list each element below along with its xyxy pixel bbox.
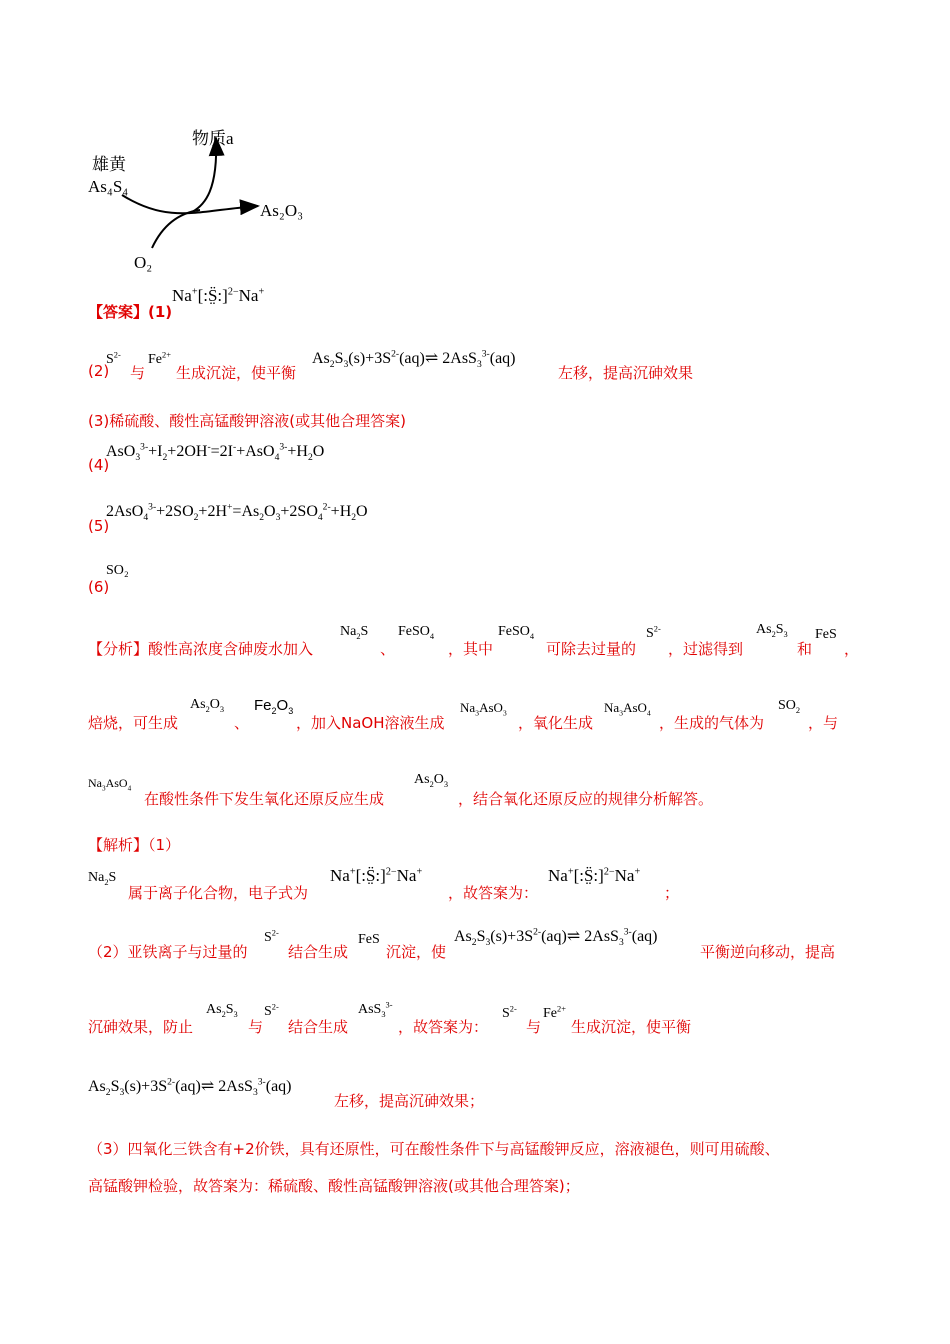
solution-s2d: 平衡逆向移动，提高 [700, 943, 836, 961]
answer-q5-num: (5) [88, 517, 110, 535]
solution-s2j: 生成沉淀，使平衡 [571, 1018, 692, 1036]
equilibrium-equation-3: $As_2S_3(s)+3S^{2-}(aq)\rightleftharpoons$ 2AsS$_3^{3-}$(aq) [88, 1076, 292, 1099]
na3aso4-formula-2: $Na_3AsO_4$ [88, 776, 132, 793]
label-realgar: 雄黄 [92, 155, 126, 174]
answer-q2-text1: 与 [130, 364, 146, 382]
solution-s2g: 结合生成 [288, 1018, 349, 1036]
analysis-t3: ，其中 [448, 640, 494, 658]
equation-q5: $2AsO_4^{3-}+2SO_2+2H^+=As_2O_3+2SO_4^{2-}+H_2O$ [106, 501, 368, 524]
analysis-t12: ，生成的气体为 [659, 714, 765, 732]
as2s3-formula-2: $As_2S_3$ [206, 1002, 238, 1019]
as2s3-formula-1: $As_2S_3$ [756, 622, 788, 639]
equilibrium-equation-1: $As_2S_3(s)+3S^{2-}(aq)\rightleftharpoons$ 2AsS$_3^{3-}$(aq) [312, 348, 516, 371]
analysis-t10: ，加入NaOH溶液生成 [296, 714, 445, 732]
label-as4s4: As₄S₄ [88, 177, 129, 196]
sulfide-ion-5: $S^{2-}$ [502, 1004, 517, 1021]
solution-s2a: （2）亚铁离子与过量的 [88, 943, 248, 961]
solution-s1a: 属于离子化合物，电子式为 [128, 884, 309, 902]
answer-q4-num: (4) [88, 456, 110, 474]
analysis-t7: ， [844, 640, 860, 658]
sulfide-ion-2: $S^{2-}$ [646, 624, 661, 641]
solution-s1c: ； [664, 884, 680, 902]
answer-q2-num: (2) [88, 362, 110, 380]
equilibrium-equation-2: $As_2S_3(s)+3S^{2-}(aq)\rightleftharpoons$ 2AsS$_3^{3-}$(aq) [454, 926, 658, 949]
arrow-to-substance-a [192, 138, 216, 212]
solution-s3a: （3）四氧化三铁含有+2价铁，具有还原性，可在酸性条件下与高锰酸钾反应，溶液褪色，则可用硫酸、 [88, 1140, 780, 1158]
so2-formula-1: $SO_2$ [778, 698, 801, 715]
answer-heading: 【答案】(1) [88, 303, 173, 321]
na2s-electron-formula-1: Na+[:S̤̈:]$^{2-}$Na+ [172, 286, 265, 305]
na2s-formula-2: $Na_2S$ [88, 870, 117, 887]
analysis-t8: 焙烧，可生成 [88, 714, 179, 732]
analysis-t5: ，过滤得到 [668, 640, 744, 658]
ass3-formula: AsS$_3^{3-}$ [358, 1000, 393, 1019]
as2o3-formula-2: $As_2O_3$ [414, 772, 449, 789]
solution-s2b: 结合生成 [288, 943, 349, 961]
answer-q6-num: (6) [88, 578, 110, 596]
analysis-t6: 和 [797, 640, 813, 658]
answer-q2-text2: 生成沉淀，使平衡 [176, 364, 297, 382]
sulfide-ion-3: $S^{2-}$ [264, 928, 279, 945]
na2s-formula: $Na_2S$ [340, 624, 369, 641]
arrow-o2-curve [152, 210, 200, 248]
solution-heading: 【解析】（1） [88, 836, 181, 854]
solution-s2f: 与 [248, 1018, 264, 1036]
sulfide-ion: $S^{2-}$ [106, 350, 121, 367]
solution-s2e: 沉砷效果，防止 [88, 1018, 194, 1036]
solution-s2k: 左移，提高沉砷效果； [334, 1092, 485, 1110]
arrow-realgar-to-as2o3 [122, 195, 258, 213]
ferrous-ion: $Fe^{2+}$ [148, 350, 171, 367]
na2s-electron-formula-3: Na+[:S̤̈:]$^{2-}$Na+ [548, 866, 641, 885]
answer-q3: (3)稀硫酸、酸性高锰酸钾溶液(或其他合理答案) [88, 412, 406, 430]
analysis-t4: 可除去过量的 [546, 640, 637, 658]
solution-s2c: 沉淀，使 [386, 943, 447, 961]
reaction-diagram [80, 120, 330, 280]
feso4-formula-2: FeSO$_4$ [498, 624, 535, 641]
na3aso3-formula: $Na_3AsO_3$ [460, 700, 507, 718]
answer-q2-text3: 左移，提高沉砷效果 [558, 364, 694, 382]
analysis-t11: ，氧化生成 [518, 714, 594, 732]
solution-s2h: ，故答案为： [398, 1018, 489, 1036]
fe2o3-formula: $Fe_2O_3$ [254, 697, 294, 716]
solution-s1b: ，故答案为： [448, 884, 539, 902]
fes-formula-2: FeS [358, 932, 380, 947]
analysis-sep1: 、 [380, 640, 396, 658]
analysis-line1: 【分析】酸性高浓度含砷废水加入 [88, 640, 314, 658]
ferrous-ion-2: $Fe^{2+}$ [543, 1004, 566, 1021]
feso4-formula-1: FeSO$_4$ [398, 624, 435, 641]
sulfide-ion-4: $S^{2-}$ [264, 1002, 279, 1019]
answer-q6-formula: SO₂ [106, 563, 129, 578]
fes-formula-1: FeS [815, 627, 837, 642]
analysis-t13: ，与 [808, 714, 839, 732]
solution-s3b: 高锰酸钾检验，故答案为：稀硫酸、酸性高锰酸钾溶液(或其他合理答案)； [88, 1177, 580, 1195]
label-as2o3-product: As₂O₃ [260, 201, 304, 220]
label-substance-a: 物质a [192, 129, 234, 148]
label-o2: O₂ [134, 253, 153, 272]
na3aso4-formula-1: $Na_3AsO_4$ [604, 700, 651, 718]
equation-q4: $AsO_3^{3-}+I_2+2OH^-=2I^-+AsO_4^{3-}+H_2O$ [106, 441, 325, 464]
as2o3-formula-1: $As_2O_3$ [190, 697, 225, 714]
analysis-t15: ，结合氧化还原反应的规律分析解答。 [458, 790, 714, 808]
analysis-t9: 、 [234, 714, 250, 732]
na2s-electron-formula-2: Na+[:S̤̈:]$^{2-}$Na+ [330, 866, 423, 885]
analysis-t14: 在酸性条件下发生氧化还原反应生成 [144, 790, 385, 808]
solution-s2i: 与 [526, 1018, 542, 1036]
